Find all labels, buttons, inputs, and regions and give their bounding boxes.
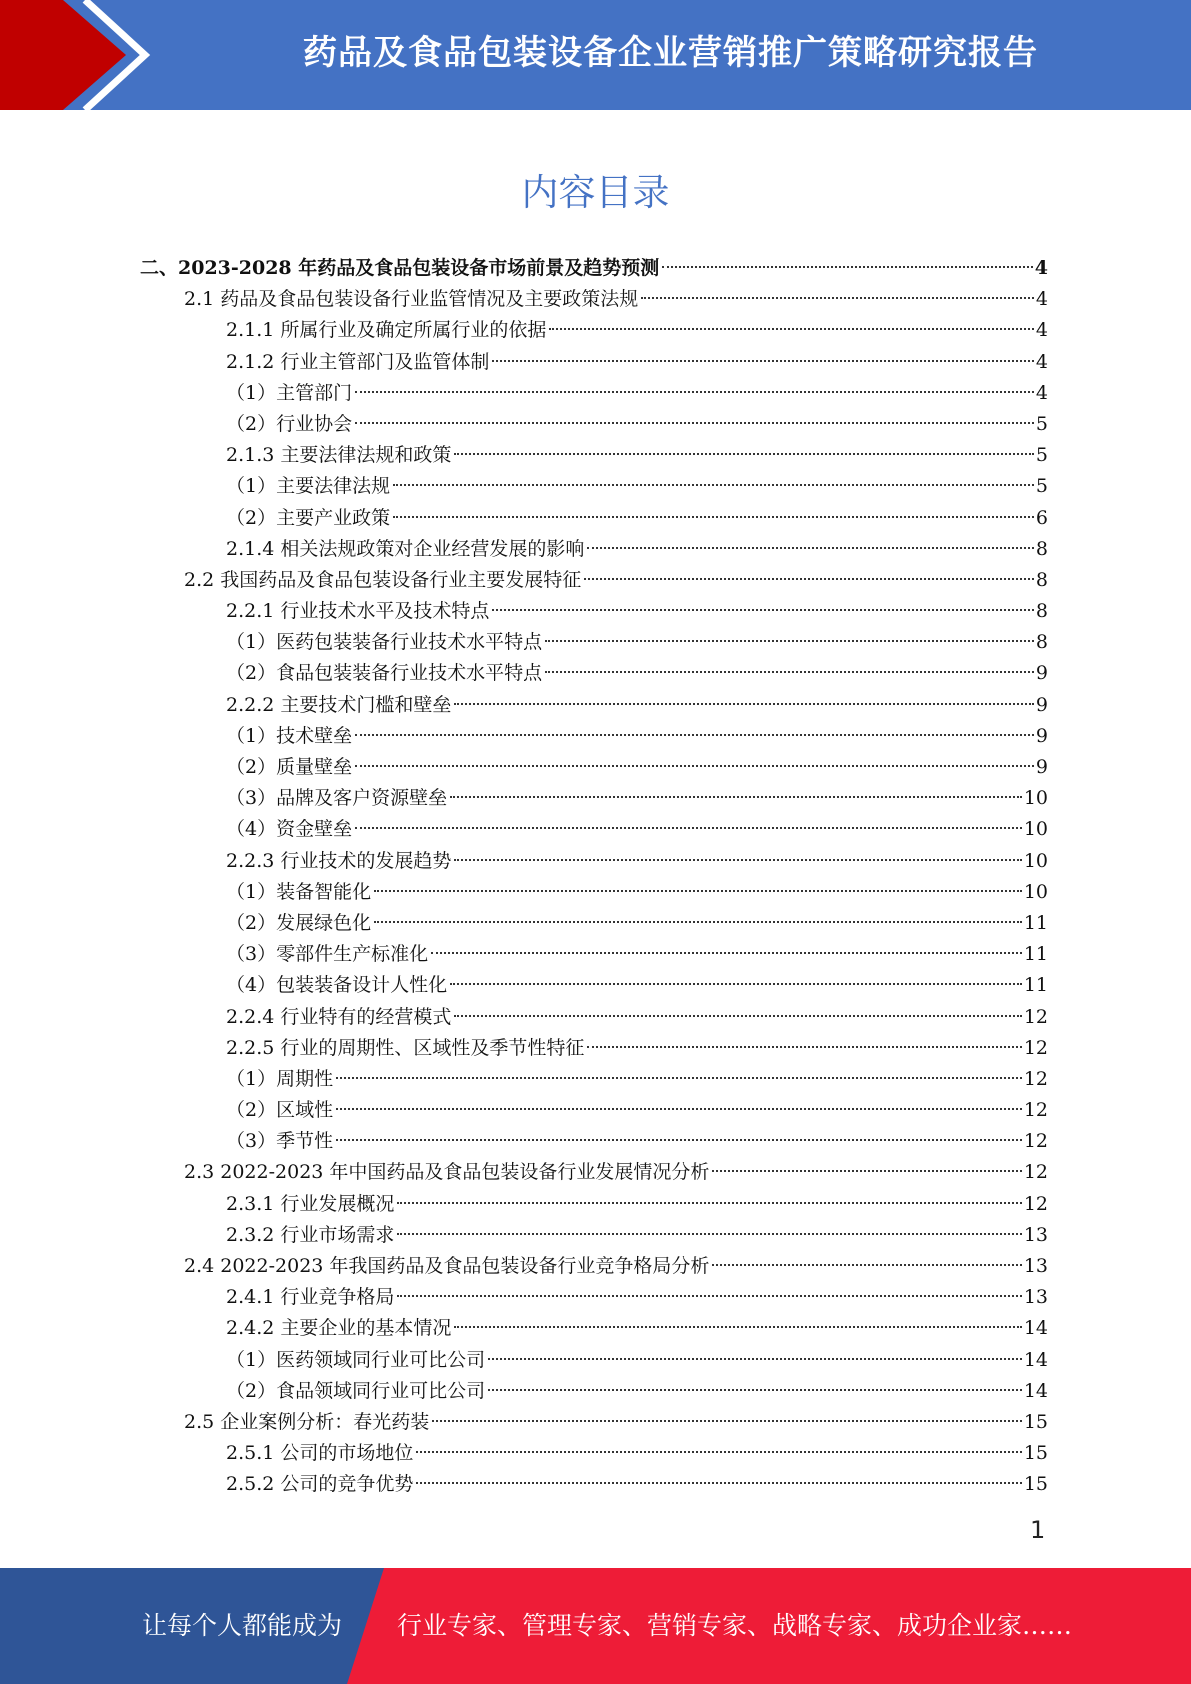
toc-entry-page: 10 [1023, 787, 1048, 810]
toc-entry-page: 15 [1023, 1473, 1048, 1496]
toc-dot-leader [397, 1233, 1021, 1235]
toc-entry[interactable] [140, 1220, 1048, 1251]
toc-entry-label: （2）质量壁垒 [226, 756, 353, 778]
toc-entry[interactable] [140, 1002, 1048, 1033]
toc-dot-leader [355, 734, 1034, 736]
toc-entry-label: 2.2.5 行业的周期性、区域性及季节性特征 [226, 1036, 585, 1059]
toc-entry[interactable] [140, 814, 1048, 845]
toc-entry-label: 2.2.2 主要技术门槛和壁垒 [226, 693, 452, 716]
toc-dot-leader [416, 1482, 1021, 1484]
toc-dot-leader [492, 609, 1034, 611]
toc-entry-page: 4 [1034, 257, 1048, 279]
toc-dot-leader [641, 297, 1034, 299]
toc-entry-page: 11 [1023, 943, 1048, 966]
table-of-contents [140, 253, 1048, 1501]
toc-dot-leader [545, 671, 1034, 673]
toc-entry-label: （1）装备智能化 [226, 880, 372, 903]
toc-entry-page: 12 [1023, 1192, 1048, 1215]
toc-entry[interactable] [140, 1189, 1048, 1220]
toc-entry-label: 2.1 药品及食品包装设备行业监管情况及主要政策法规 [184, 288, 639, 311]
toc-dot-leader [488, 1358, 1022, 1360]
toc-entry[interactable] [140, 503, 1048, 534]
toc-entry[interactable] [140, 1095, 1048, 1126]
toc-entry-label: 2.2.1 行业技术水平及技术特点 [226, 600, 490, 623]
toc-entry-label: （2）区域性 [226, 1099, 334, 1122]
toc-entry-page: 8 [1035, 631, 1048, 654]
toc-entry[interactable] [140, 939, 1048, 970]
toc-dot-leader [355, 391, 1034, 393]
toc-entry-page: 8 [1035, 568, 1048, 591]
toc-entry-page: 13 [1023, 1255, 1048, 1277]
toc-dot-leader [454, 453, 1034, 455]
toc-entry-label: 2.1.1 所属行业及确定所属行业的依据 [226, 319, 547, 342]
toc-dot-leader [587, 1046, 1021, 1048]
toc-entry-page: 14 [1023, 1317, 1048, 1340]
toc-entry-page: 6 [1035, 506, 1048, 529]
toc-heading: 内容目录 [521, 171, 670, 214]
toc-entry-page: 12 [1023, 1130, 1048, 1153]
toc-dot-leader [397, 1202, 1021, 1204]
toc-entry-page: 15 [1023, 1442, 1048, 1465]
toc-dot-leader [492, 360, 1034, 362]
toc-entry-label: 2.3 2022-2023 年中国药品及食品包装设备行业发展情况分析 [184, 1161, 710, 1184]
toc-entry[interactable] [140, 347, 1048, 378]
toc-entry-page: 12 [1023, 1036, 1048, 1059]
toc-entry[interactable] [140, 1376, 1048, 1407]
toc-entry-label: （4）包装装备设计人性化 [226, 974, 448, 997]
toc-dot-leader [374, 890, 1022, 892]
toc-entry-page: 9 [1035, 662, 1048, 685]
toc-entry-label: 二、2023-2028 年药品及食品包装设备市场前景及趋势预测 [140, 257, 660, 279]
toc-dot-leader [397, 1295, 1021, 1297]
toc-entry-page: 14 [1023, 1348, 1048, 1371]
toc-entry-label: （2）行业协会 [226, 412, 353, 435]
toc-dot-leader [416, 1451, 1021, 1453]
toc-entry-label: 2.3.2 行业市场需求 [226, 1223, 395, 1246]
toc-dot-leader [336, 1077, 1022, 1079]
toc-entry-label: 2.1.3 主要法律法规和政策 [226, 444, 452, 467]
toc-entry-page: 9 [1035, 724, 1048, 747]
toc-entry-label: 2.5.1 公司的市场地位 [226, 1442, 414, 1465]
toc-entry-page: 5 [1035, 475, 1048, 498]
toc-dot-leader [355, 422, 1034, 424]
page-footer [0, 1568, 1191, 1684]
toc-dot-leader [584, 578, 1034, 580]
toc-entry-label: 2.4.2 主要企业的基本情况 [226, 1317, 452, 1340]
toc-entry-label: （3）季节性 [226, 1130, 334, 1153]
toc-entry[interactable] [140, 908, 1048, 939]
toc-dot-leader [712, 1264, 1021, 1266]
toc-dot-leader [454, 703, 1034, 705]
toc-entry[interactable] [140, 1126, 1048, 1157]
toc-entry-label: （2）食品领域同行业可比公司 [226, 1379, 486, 1402]
toc-entry[interactable] [140, 846, 1048, 877]
toc-entry-page: 9 [1035, 693, 1048, 716]
toc-dot-leader [450, 983, 1022, 985]
toc-entry[interactable] [140, 596, 1048, 627]
toc-entry[interactable] [140, 1251, 1048, 1282]
toc-dot-leader [662, 266, 1033, 268]
toc-entry-label: （1）周期性 [226, 1067, 334, 1090]
toc-entry[interactable] [140, 534, 1048, 565]
toc-entry-label: 2.1.2 行业主管部门及监管体制 [226, 350, 490, 373]
toc-dot-leader [336, 1139, 1022, 1141]
toc-entry[interactable] [140, 1157, 1048, 1188]
toc-entry-label: 2.4.1 行业竞争格局 [226, 1286, 395, 1309]
toc-entry-label: （2）发展绿色化 [226, 911, 372, 934]
toc-entry[interactable] [140, 471, 1048, 502]
toc-entry-page: 5 [1035, 412, 1048, 435]
toc-dot-leader [431, 952, 1022, 954]
toc-entry-label: 2.1.4 相关法规政策对企业经营发展的影响 [226, 537, 585, 560]
toc-entry[interactable] [140, 690, 1048, 721]
toc-entry-page: 10 [1023, 818, 1048, 841]
toc-dot-leader [712, 1170, 1021, 1172]
footer-slogan-right: 行业专家、管理专家、营销专家、战略专家、成功企业家…… [397, 1611, 1073, 1640]
toc-entry-page: 14 [1023, 1379, 1048, 1402]
toc-entry-label: （1）技术壁垒 [226, 724, 353, 747]
toc-dot-leader [393, 516, 1034, 518]
report-title: 药品及食品包装设备企业营销推广策略研究报告 [303, 33, 1038, 73]
toc-entry-page: 15 [1023, 1410, 1048, 1433]
toc-entry[interactable] [140, 284, 1048, 315]
toc-entry-label: （1）主要法律法规 [226, 475, 391, 498]
page-header [0, 0, 1191, 110]
toc-entry[interactable] [140, 565, 1048, 596]
toc-entry-label: （3）品牌及客户资源壁垒 [226, 787, 448, 810]
toc-entry-page: 4 [1035, 350, 1048, 373]
toc-entry-page: 12 [1023, 1005, 1048, 1028]
toc-entry[interactable] [140, 1469, 1048, 1500]
toc-dot-leader [549, 328, 1034, 330]
toc-entry-page: 12 [1023, 1099, 1048, 1122]
toc-entry-page: 10 [1023, 849, 1048, 872]
toc-entry-page: 12 [1023, 1161, 1048, 1184]
toc-dot-leader [336, 1108, 1022, 1110]
toc-entry[interactable] [140, 1064, 1048, 1095]
toc-entry[interactable] [140, 627, 1048, 658]
toc-entry-label: （2）主要产业政策 [226, 506, 391, 529]
toc-entry[interactable] [140, 1407, 1048, 1438]
toc-entry[interactable] [140, 1345, 1048, 1376]
toc-entry-label: （2）食品包装装备行业技术水平特点 [226, 662, 543, 685]
toc-entry[interactable] [140, 1033, 1048, 1064]
toc-entry-page: 4 [1035, 319, 1048, 342]
toc-entry[interactable] [140, 409, 1048, 440]
page-number: 1 [1030, 1516, 1046, 1544]
toc-entry[interactable] [140, 970, 1048, 1001]
toc-entry-page: 5 [1035, 444, 1048, 467]
toc-entry-page: 13 [1023, 1286, 1048, 1309]
toc-entry[interactable] [140, 315, 1048, 346]
toc-entry-page: 4 [1035, 288, 1048, 311]
toc-entry-page: 10 [1023, 880, 1048, 903]
toc-entry-page: 4 [1035, 381, 1048, 404]
toc-entry-page: 8 [1035, 600, 1048, 623]
toc-dot-leader [355, 827, 1022, 829]
toc-entry-label: 2.2.4 行业特有的经营模式 [226, 1005, 452, 1028]
toc-entry-label: 2.2.3 行业技术的发展趋势 [226, 849, 452, 872]
toc-entry[interactable] [140, 721, 1048, 752]
toc-entry[interactable] [140, 877, 1048, 908]
toc-entry[interactable] [140, 658, 1048, 689]
toc-entry[interactable] [140, 440, 1048, 471]
toc-entry-label: 2.2 我国药品及食品包装设备行业主要发展特征 [184, 568, 582, 591]
toc-entry-page: 12 [1023, 1067, 1048, 1090]
toc-dot-leader [450, 796, 1022, 798]
footer-slogan-left: 让每个人都能成为 [142, 1611, 343, 1640]
toc-dot-leader [454, 859, 1021, 861]
toc-entry[interactable] [140, 1313, 1048, 1344]
toc-entry[interactable] [140, 783, 1048, 814]
toc-entry-page: 8 [1035, 537, 1048, 560]
toc-entry-page: 9 [1035, 756, 1048, 778]
toc-dot-leader [374, 921, 1022, 923]
toc-entry[interactable] [140, 378, 1048, 409]
toc-entry-page: 11 [1023, 974, 1048, 997]
toc-entry[interactable] [140, 253, 1048, 284]
toc-dot-leader [587, 547, 1034, 549]
toc-entry-page: 11 [1023, 911, 1048, 934]
toc-entry-label: （1）主管部门 [226, 381, 353, 404]
toc-dot-leader [454, 1326, 1021, 1328]
toc-dot-leader [545, 640, 1034, 642]
toc-entry-label: （3）零部件生产标准化 [226, 943, 429, 966]
toc-dot-leader [488, 1389, 1022, 1391]
toc-entry-label: （1）医药包装装备行业技术水平特点 [226, 631, 543, 654]
toc-dot-leader [432, 1420, 1022, 1422]
toc-entry[interactable] [140, 1438, 1048, 1469]
toc-dot-leader [454, 1015, 1021, 1017]
toc-entry[interactable] [140, 752, 1048, 783]
toc-dot-leader [355, 765, 1034, 767]
toc-entry-page: 13 [1023, 1223, 1048, 1246]
toc-entry-label: 2.5 企业案例分析：春光药装 [184, 1410, 430, 1433]
toc-entry-label: （4）资金壁垒 [226, 818, 353, 841]
toc-entry-label: 2.5.2 公司的竞争优势 [226, 1473, 414, 1496]
toc-entry-label: 2.3.1 行业发展概况 [226, 1192, 395, 1215]
toc-entry-label: 2.4 2022-2023 年我国药品及食品包装设备行业竞争格局分析 [184, 1255, 710, 1277]
toc-entry-label: （1）医药领域同行业可比公司 [226, 1348, 486, 1371]
toc-dot-leader [393, 484, 1034, 486]
toc-entry[interactable] [140, 1282, 1048, 1313]
